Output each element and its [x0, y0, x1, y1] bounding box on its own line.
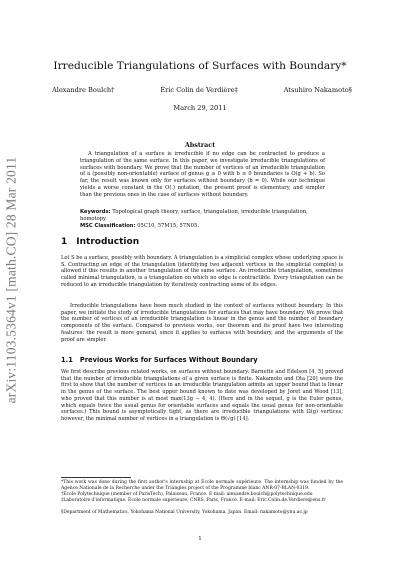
footnote: ‡Laboratoire d'informatique, École normale supérieure, CNRS, Paris, France. E-mail: Eric.Colin.de.Verdiere@ens.fr — [61, 498, 326, 503]
paper-title: Irreducible Triangulations of Surfaces with Boundary* — [53, 60, 347, 72]
footnote: †École Polytechnique (member of ParisTech), Palaiseau, France. E-mail: alexandre.boulch@polytechnique.edu — [61, 492, 313, 497]
arxiv-stamp — [3, 150, 19, 410]
msc-label: MSC Classification: — [80, 222, 136, 229]
abstract-text: A triangulation of a surface is irreducible if no edge can be contracted to produce a triangulation of the same surface. In this paper, we investigate irreducible triangulations of surfaces with boundary. We prove that the number of vertices of an irreducible triangulation of a (possibly non-orientable) surface of genus g ≥ 0 with b ≥ 0 boundaries is O(g + b). So far, the result was known only for surfaces without boundary (b = 0). While our technique yields a worse constant in the O(.) notation, the present proof is elementary, and simpler than the previous ones in the case of surfaces without boundary. — [80, 151, 325, 198]
section-title: Introduction — [76, 237, 140, 247]
previous-works-paragraph: We first describe previous related works, on surfaces without boundary. Barnette and Edelson [4, 5] proved that the number of irreducible triangulations of a given surface is finite. Nakamoto and Ota [20] were the first to show that the number of vertices in an irreducible triangulation admits an upper bound that is linear in the genus of the surface. The best upper bound known to date was developed by Joret and Wood [13], who proved that this number is at most max(13g − 4, 4). (Here and in the sequel, g is the Euler genus, which equals twice the usual genus for orientable surfaces and equals the usual genus for non-orientable surfaces.) This bound is asymptotically tight, as there are irreducible triangulations with Ω(g) vertices; however, the minimal number of vertices in a triangulation is Θ(√g) [14]. — [61, 369, 343, 422]
paper-date: March 29, 2011 — [173, 104, 227, 112]
author: Éric Colin de Verdière‡ — [160, 86, 238, 94]
author: Atsuhiro Nakamoto§ — [283, 86, 352, 94]
keywords-text: Topological graph theory, surface, triangulation, irreducible triangulation, homotopy. — [80, 209, 308, 222]
footnote: §Department of Mathematics, Yokohama National University, Yokohama, Japan. Email: nakamoto@ynu.ac.jp — [61, 510, 308, 515]
footnote: *This work was done during the first author's internship at École normale supérieure. The internship was funded by the Agence Nationale de la Recherche under the Triangles project of the Programme blanc ANR-07-BLAN-0319. — [61, 480, 343, 491]
author-list — [52, 86, 352, 94]
author: Alexandre Boulch† — [52, 86, 115, 94]
abstract-heading: Abstract — [184, 141, 216, 149]
subsection-title: Previous Works for Surfaces Without Boundary — [79, 356, 258, 364]
intro-paragraph: Let S be a surface, possibly with boundary. A triangulation is a simplicial complex whose underlying space is S. Contracting an edge of the triangulation (identifying two adjacent vertices in the simplicial complex) is allowed if this results in another triangulation of the same surface. An irreducible triangulation, sometimes called minimal triangulation, is a triangulation on which no edge is contractible. Every triangulation can be reduced to an irreducible triangulation by iteratively contracting some of its edges. — [61, 255, 343, 288]
keywords-block — [80, 209, 325, 229]
intro-paragraph: Irreducible triangulations have been much studied in the context of surfaces without boundary. In this paper, we initiate the study of irreducible triangulations for surfaces that may have boundary. We prove that the number of vertices of an irreducible triangulation is linear in the genus and the number of boundary components of the surface. Compared to previous works, our theorem and its proof have two interesting features: the result is more general, since it applies to surfaces with boundary, and the arguments of the proof are simpler. — [61, 303, 343, 343]
keywords-label: Keywords: — [80, 209, 111, 215]
msc-text: 05C10, 57M15, 57N05. — [137, 222, 199, 229]
subsection-number: 1.1 — [61, 356, 73, 364]
section-number: 1 — [61, 237, 68, 247]
section-heading — [61, 237, 139, 247]
footnote-rule — [61, 477, 131, 478]
subsection-heading — [61, 356, 258, 364]
page-number: 1 — [198, 536, 202, 542]
arxiv-id: arXiv:1103.5364v1 [math.CO] 28 Mar 2011 — [3, 156, 18, 404]
